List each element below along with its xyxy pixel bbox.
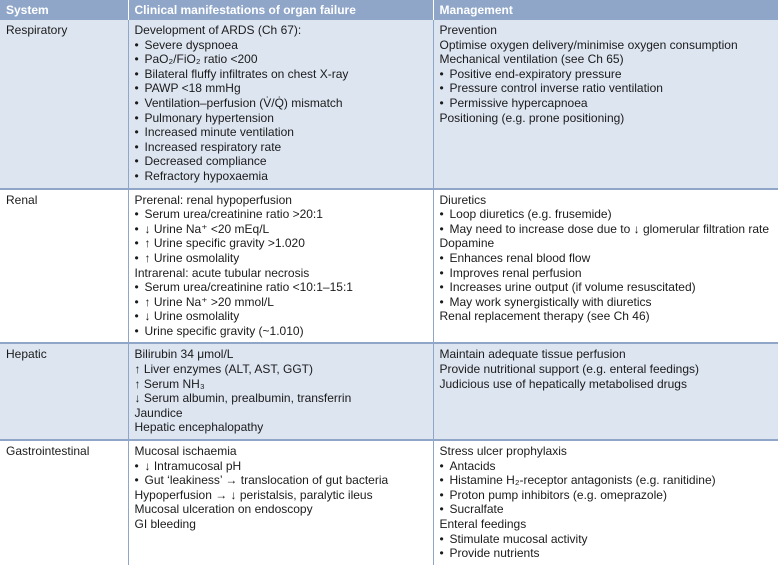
text-line: Maintain adequate tissue perfusion: [439, 347, 626, 362]
table-row: [0, 20, 778, 189]
bullet-item: • ↑ Urine osmolality: [135, 251, 429, 266]
header-row: [0, 0, 778, 20]
bullet-item: • Loop diuretics (e.g. frusemide): [440, 207, 775, 222]
bullet-item: • Increased minute ventilation: [135, 125, 429, 140]
bullet-item: • Proton pump inhibitors (e.g. omeprazole): [440, 488, 775, 503]
bullet-item: • Urine specific gravity (~1.010): [135, 324, 429, 339]
bullet-item: • Pressure control inverse ratio ventilation: [440, 81, 775, 96]
text-line: Prevention: [439, 23, 497, 37]
text-line: ↓ Serum albumin, prealbumin, transferrin: [134, 391, 352, 406]
header-manifestations: Clinical manifestations of organ failure: [128, 0, 433, 20]
text-line: Prerenal: renal hypoperfusion: [134, 192, 292, 207]
management-cell: [433, 343, 778, 440]
text-line: Bilirubin 34 μmol/L: [134, 347, 234, 362]
manifestations-cell: [128, 20, 433, 189]
table-row: [0, 440, 778, 565]
bullet-item: • Decreased compliance: [135, 154, 429, 169]
header-management: Management: [433, 0, 778, 20]
management-cell: [433, 440, 778, 565]
text-line: Dopamine: [439, 236, 495, 251]
manifestations-cell: [128, 343, 433, 440]
management-cell: [433, 189, 778, 344]
table-body: [0, 20, 778, 565]
bullet-item: • Positive end-expiratory pressure: [440, 67, 775, 82]
bullet-item: • ↑ Urine specific gravity >1.020: [135, 236, 429, 251]
system-cell: Hepatic: [0, 343, 128, 440]
bullet-item: • Stimulate mucosal activity: [440, 532, 775, 547]
bullet-item: • Serum urea/creatinine ratio >20:1: [135, 207, 429, 222]
bullet-item: • Serum urea/creatinine ratio <10:1–15:1: [135, 280, 429, 295]
text-line: Development of ARDS (Ch 67):: [134, 23, 302, 37]
text-line: Hepatic encephalopathy: [134, 420, 264, 435]
bullet-item: • PAWP <18 mmHg: [135, 81, 429, 96]
bullet-item: • ↓ Urine Na⁺ <20 mEq/L: [135, 222, 429, 237]
text-line: ↑ Serum NH₃: [134, 376, 205, 391]
system-cell: Respiratory: [0, 20, 128, 189]
bullet-item: • Gut ‘leakiness’ → translocation of gut bacteria: [135, 473, 429, 488]
table-header: [0, 0, 778, 20]
text-line: Jaundice: [134, 405, 183, 420]
bullet-item: • Sucralfate: [440, 502, 775, 517]
text-line: Renal replacement therapy (see Ch 46): [439, 309, 650, 324]
manifestations-cell: [128, 189, 433, 344]
bullet-item: • PaO₂/FiO₂ ratio <200: [135, 52, 429, 67]
bullet-item: • Severe dyspnoea: [135, 38, 429, 53]
bullet-item: • ↓ Urine osmolality: [135, 309, 429, 324]
bullet-item: • Improves renal perfusion: [440, 266, 775, 281]
bullet-item: • Antacids: [440, 459, 775, 474]
bullet-item: • Ventilation–perfusion (V̇/Q̇) mismatch: [135, 96, 429, 111]
bullet-item: • Increased respiratory rate: [135, 140, 429, 155]
bullet-item: • Permissive hypercapnoea: [440, 96, 775, 111]
text-line: Intrarenal: acute tubular necrosis: [134, 265, 310, 280]
table-row: [0, 189, 778, 344]
table-row: [0, 343, 778, 440]
bullet-item: • Refractory hypoxaemia: [135, 169, 429, 184]
bullet-item: • May need to increase dose due to ↓ glomerular filtration rate: [440, 222, 775, 237]
text-line: Optimise oxygen delivery/minimise oxygen consumption: [439, 37, 738, 52]
manifestations-cell: [128, 440, 433, 565]
text-line: Enteral feedings: [439, 517, 527, 531]
bullet-item: • Enhances renal blood flow: [440, 251, 775, 266]
bullet-item: • Provide nutrients: [440, 546, 775, 561]
text-line: Mucosal ulceration on endoscopy: [134, 502, 313, 517]
bullet-item: • Increases urine output (if volume resuscitated): [440, 280, 775, 295]
bullet-item: • Pulmonary hypertension: [135, 111, 429, 126]
text-line: GI bleeding: [134, 517, 196, 531]
text-line: Mucosal ischaemia: [134, 444, 237, 459]
text-line: Provide nutritional support (e.g. enteral feedings): [439, 362, 699, 377]
bullet-item: • ↑ Urine Na⁺ >20 mmol/L: [135, 295, 429, 310]
text-line: ↑ Liver enzymes (ALT, AST, GGT): [134, 362, 313, 377]
bullet-item: • ↓ Intramucosal pH: [135, 459, 429, 474]
header-system: System: [0, 0, 128, 20]
text-line: Mechanical ventilation (see Ch 65): [439, 52, 624, 67]
system-cell: Gastrointestinal: [0, 440, 128, 565]
bullet-item: • Bilateral fluffy infiltrates on chest X-ray: [135, 67, 429, 82]
bullet-item: • May work synergistically with diuretics: [440, 295, 775, 310]
bullet-item: • Histamine H₂-receptor antagonists (e.g. ranitidine): [440, 473, 775, 488]
text-line: Diuretics: [439, 192, 487, 207]
system-cell: Renal: [0, 189, 128, 344]
text-line: Judicious use of hepatically metabolised drugs: [439, 376, 687, 391]
text-line: Stress ulcer prophylaxis: [439, 444, 567, 459]
text-line: Positioning (e.g. prone positioning): [439, 110, 625, 125]
text-line: Hypoperfusion → ↓ peristalsis, paralytic ileus: [134, 487, 373, 502]
management-cell: [433, 20, 778, 189]
